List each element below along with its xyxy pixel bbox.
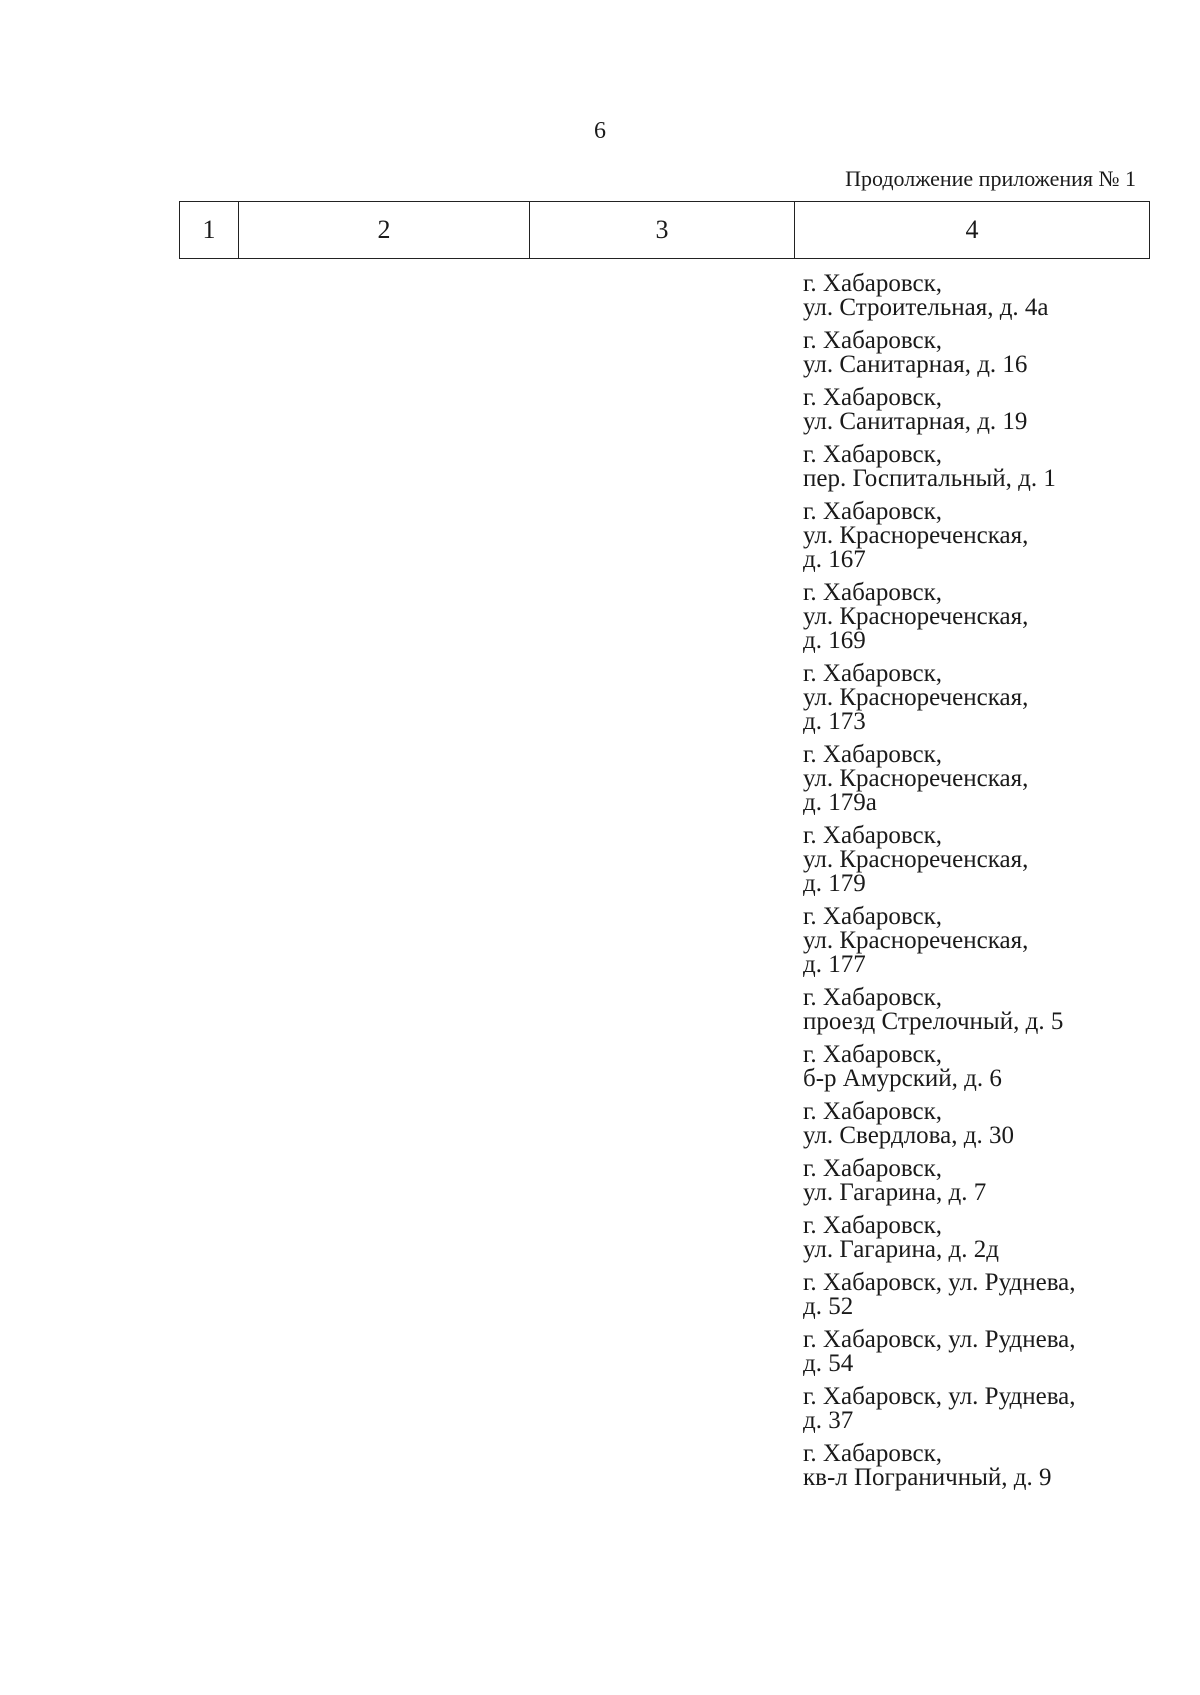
address-line: ул. Краснореченская, xyxy=(803,603,1029,630)
address-line: д. 173 xyxy=(803,708,866,735)
address-entry xyxy=(803,272,1143,320)
address-line: г. Хабаровск, xyxy=(803,327,943,354)
address-line: д. 169 xyxy=(803,627,866,654)
address-line: г. Хабаровск, ул. Руднева, xyxy=(803,1269,1076,1296)
address-line: г. Хабаровск, xyxy=(803,384,943,411)
address-line: ул. Строительная, д. 4а xyxy=(803,294,1049,321)
address-line: б-р Амурский, д. 6 xyxy=(803,1065,1002,1092)
address-line: г. Хабаровск, xyxy=(803,903,943,930)
address-line: проезд Стрелочный, д. 5 xyxy=(803,1008,1064,1035)
column-header-2: 2 xyxy=(239,202,530,259)
address-list xyxy=(803,272,1143,1499)
column-header-row xyxy=(180,202,1150,259)
address-line: ул. Краснореченская, xyxy=(803,927,1029,954)
address-entry xyxy=(803,443,1143,491)
address-line: г. Хабаровск, xyxy=(803,270,943,297)
address-line: ул. Краснореченская, xyxy=(803,846,1029,873)
column-header-4: 4 xyxy=(795,202,1150,259)
column-header-3: 3 xyxy=(530,202,795,259)
address-line: д. 37 xyxy=(803,1407,854,1434)
address-entry xyxy=(803,386,1143,434)
address-line: д. 167 xyxy=(803,546,866,573)
continuation-label: Продолжение приложения № 1 xyxy=(845,166,1136,191)
address-line: г. Хабаровск, xyxy=(803,1155,943,1182)
address-entry xyxy=(803,743,1143,815)
address-line: д. 52 xyxy=(803,1293,854,1320)
address-entry xyxy=(803,986,1143,1034)
address-line: д. 179а xyxy=(803,789,877,816)
address-line: пер. Госпитальный, д. 1 xyxy=(803,465,1056,492)
address-line: ул. Гагарина, д. 2д xyxy=(803,1236,999,1263)
address-line: ул. Краснореченская, xyxy=(803,765,1029,792)
address-line: ул. Санитарная, д. 19 xyxy=(803,408,1028,435)
column-header-1: 1 xyxy=(180,202,239,259)
address-line: г. Хабаровск, xyxy=(803,741,943,768)
address-line: ул. Краснореченская, xyxy=(803,684,1029,711)
address-entry xyxy=(803,1442,1143,1490)
address-line: д. 179 xyxy=(803,870,866,897)
address-line: г. Хабаровск, xyxy=(803,1041,943,1068)
address-entry xyxy=(803,1214,1143,1262)
address-entry xyxy=(803,824,1143,896)
address-line: г. Хабаровск, ул. Руднева, xyxy=(803,1383,1076,1410)
address-entry xyxy=(803,1271,1143,1319)
address-entry xyxy=(803,1043,1143,1091)
address-line: г. Хабаровск, xyxy=(803,441,943,468)
address-line: г. Хабаровск, ул. Руднева, xyxy=(803,1326,1076,1353)
page-number: 6 xyxy=(594,118,606,144)
address-entry xyxy=(803,905,1143,977)
address-entry xyxy=(803,1385,1143,1433)
address-line: ул. Краснореченская, xyxy=(803,522,1029,549)
address-line: ул. Свердлова, д. 30 xyxy=(803,1122,1014,1149)
address-line: г. Хабаровск, xyxy=(803,579,943,606)
address-line: д. 177 xyxy=(803,951,866,978)
address-entry xyxy=(803,1100,1143,1148)
address-entry xyxy=(803,581,1143,653)
address-line: д. 54 xyxy=(803,1350,854,1377)
address-line: г. Хабаровск, xyxy=(803,660,943,687)
address-line: г. Хабаровск, xyxy=(803,498,943,525)
address-line: ул. Санитарная, д. 16 xyxy=(803,351,1028,378)
address-entry xyxy=(803,1328,1143,1376)
address-entry xyxy=(803,1157,1143,1205)
column-header-table xyxy=(179,201,1150,259)
address-line: ул. Гагарина, д. 7 xyxy=(803,1179,987,1206)
address-line: г. Хабаровск, xyxy=(803,984,943,1011)
address-line: кв-л Пограничный, д. 9 xyxy=(803,1464,1052,1491)
address-entry xyxy=(803,662,1143,734)
address-entry xyxy=(803,500,1143,572)
address-line: г. Хабаровск, xyxy=(803,1440,943,1467)
address-line: г. Хабаровск, xyxy=(803,822,943,849)
address-line: г. Хабаровск, xyxy=(803,1212,943,1239)
address-entry xyxy=(803,329,1143,377)
address-line: г. Хабаровск, xyxy=(803,1098,943,1125)
